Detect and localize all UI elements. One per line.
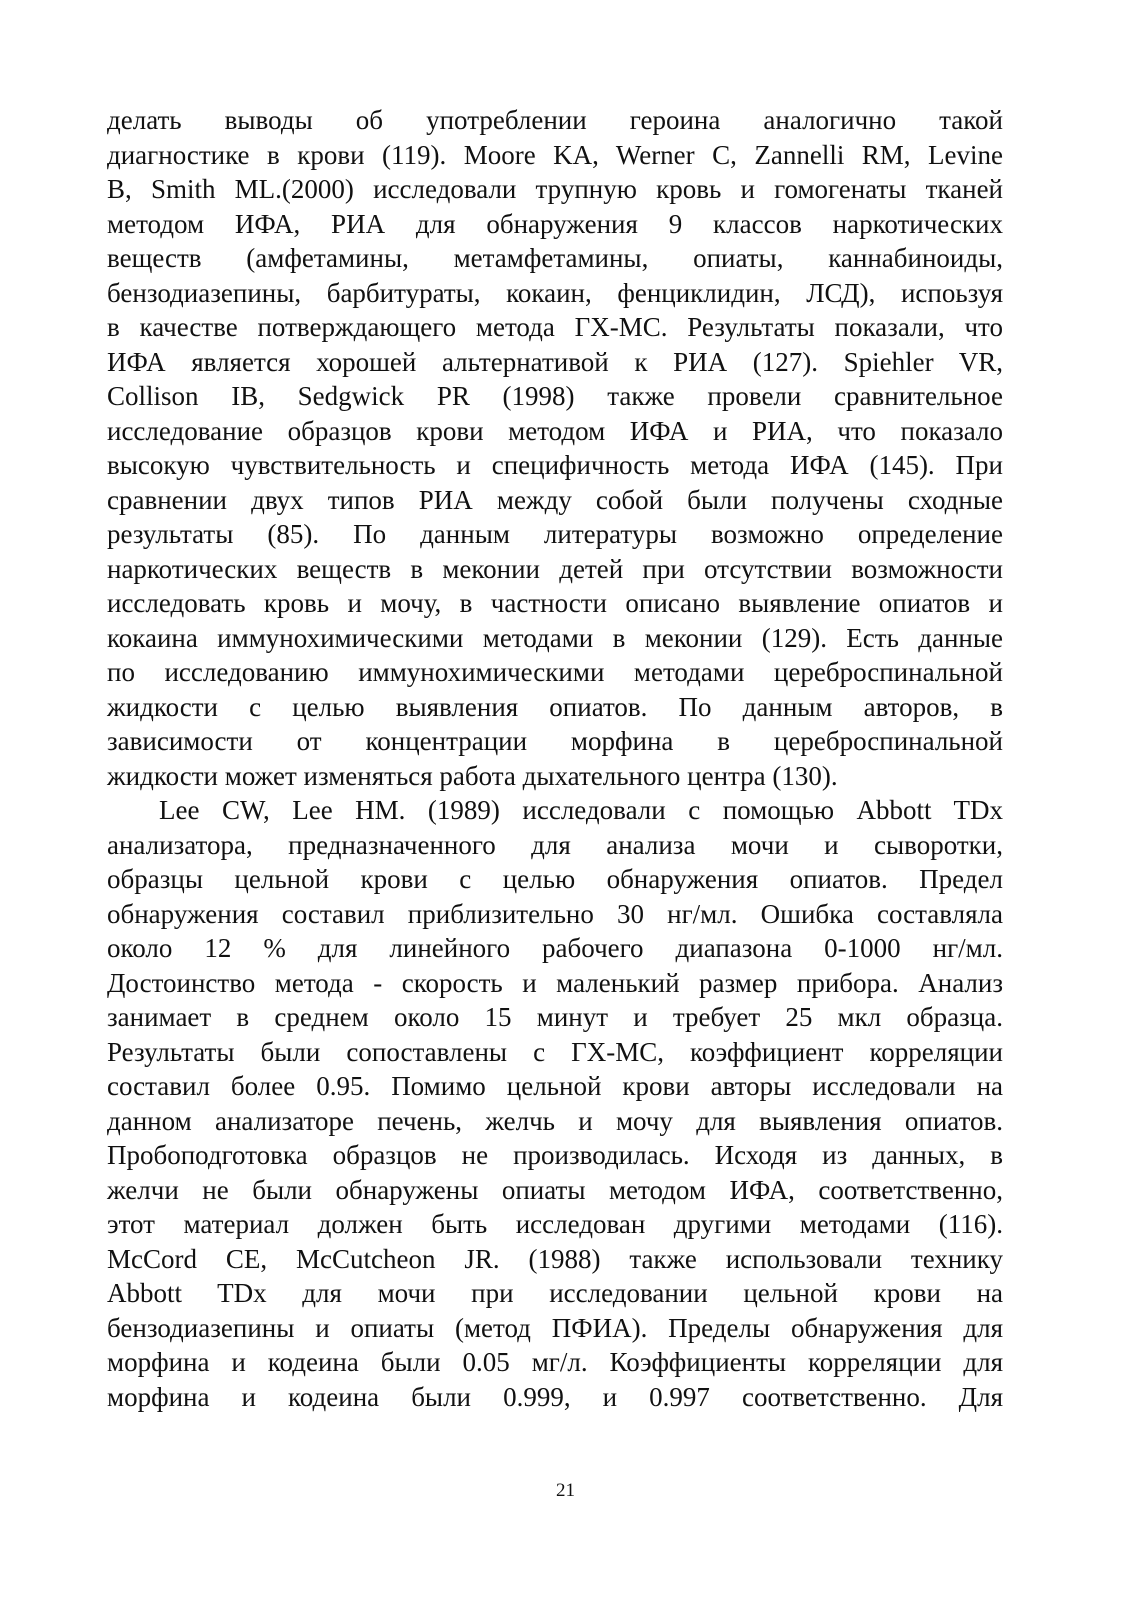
text-line: этот материал должен быть исследован другими методами (116).	[107, 1209, 1003, 1239]
text-line: сравнении двух типов РИА между собой были получены сходные	[107, 484, 1003, 515]
text-line: жидкости с целью выявления опиатов. По данным авторов, в	[107, 691, 1003, 722]
paragraph	[107, 793, 1003, 1414]
text-line: данном анализаторе печень, желчь и мочу для выявления опиатов.	[107, 1105, 1003, 1136]
text-line: занимает в среднем около 15 минут и требует 25 мкл образца.	[107, 1002, 1003, 1032]
text-line: желчи не были обнаружены опиаты методом ИФА, соответственно,	[107, 1174, 1003, 1205]
text-line: наркотических веществ в меконии детей при отсутствии возможности	[107, 553, 1003, 584]
text-line: обнаружения составил приблизительно 30 нг/мл. Ошибка составляла	[107, 898, 1003, 929]
text-line: морфина и кодеина были 0.999, и 0.997 соответственно. Для	[107, 1381, 1003, 1412]
text-line: веществ (амфетамины, метамфетамины, опиаты, каннабиноиды,	[107, 243, 1003, 273]
text-line: диагностике в крови (119). Moore KA, Werner C, Zannelli RM, Levine	[107, 139, 1003, 170]
text-line: составил более 0.95. Помимо цельной крови авторы исследовали на	[107, 1071, 1003, 1101]
body-text	[107, 103, 1003, 1414]
text-line: Lee CW, Lee HM. (1989) исследовали с помощью Abbott TDx	[159, 795, 1003, 825]
text-line: исследование образцов крови методом ИФА и РИА, что показало	[107, 415, 1003, 446]
text-line: в качестве потверждающего метода ГХ-МС. Результаты показали, что	[107, 312, 1003, 342]
paragraph	[107, 103, 1003, 793]
text-line: B, Smith ML.(2000) исследовали трупную кровь и гомогенаты тканей	[107, 174, 1003, 204]
text-line: морфина и кодеина были 0.05 мг/л. Коэффициенты корреляции для	[107, 1347, 1003, 1377]
text-line: около 12 % для линейного рабочего диапазона 0-1000 нг/мл.	[107, 933, 1003, 963]
text-line: Collison IB, Sedgwick PR (1998) также провели сравнительное	[107, 381, 1003, 411]
text-line: делать выводы об употреблении героина аналогично такой	[107, 105, 1003, 135]
text-line: высокую чувствительность и специфичность метода ИФА (145). При	[107, 450, 1003, 480]
text-line: исследовать кровь и мочу, в частности описано выявление опиатов и	[107, 588, 1003, 618]
text-line: методом ИФА, РИА для обнаружения 9 классов наркотических	[107, 208, 1003, 239]
text-line: бензодиазепины и опиаты (метод ПФИА). Пределы обнаружения для	[107, 1312, 1003, 1343]
text-line: результаты (85). По данным литературы возможно определение	[107, 519, 1003, 549]
text-line: зависимости от концентрации морфина в цереброспинальной	[107, 726, 1003, 756]
text-line: бензодиазепины, барбитураты, кокаин, фенциклидин, ЛСД), испоьзуя	[107, 277, 1003, 308]
text-line: Пробоподготовка образцов не производилась. Исходя из данных, в	[107, 1140, 1003, 1170]
text-line: McCord CE, McCutcheon JR. (1988) также использовали технику	[107, 1243, 1003, 1274]
text-line: образцы цельной крови с целью обнаружения опиатов. Предел	[107, 864, 1003, 894]
text-line: Abbott TDx для мочи при исследовании цельной крови на	[107, 1278, 1003, 1308]
text-line: по исследованию иммунохимическими методами цереброспинальной	[107, 657, 1003, 687]
text-line: ИФА является хорошей альтернативой к РИА (127). Spiehler VR,	[107, 346, 1003, 377]
text-line: Достоинство метода - скорость и маленький размер прибора. Анализ	[107, 967, 1003, 998]
text-line: жидкости может изменяться работа дыхательного центра (130).	[107, 760, 838, 791]
text-line: анализатора, предназначенного для анализа мочи и сыворотки,	[107, 829, 1003, 860]
text-line: Результаты были сопоставлены с ГХ-МС, коэффициент корреляции	[107, 1036, 1003, 1067]
page-number: 21	[556, 1480, 575, 1501]
text-line: кокаина иммунохимическими методами в меконии (129). Есть данные	[107, 622, 1003, 653]
